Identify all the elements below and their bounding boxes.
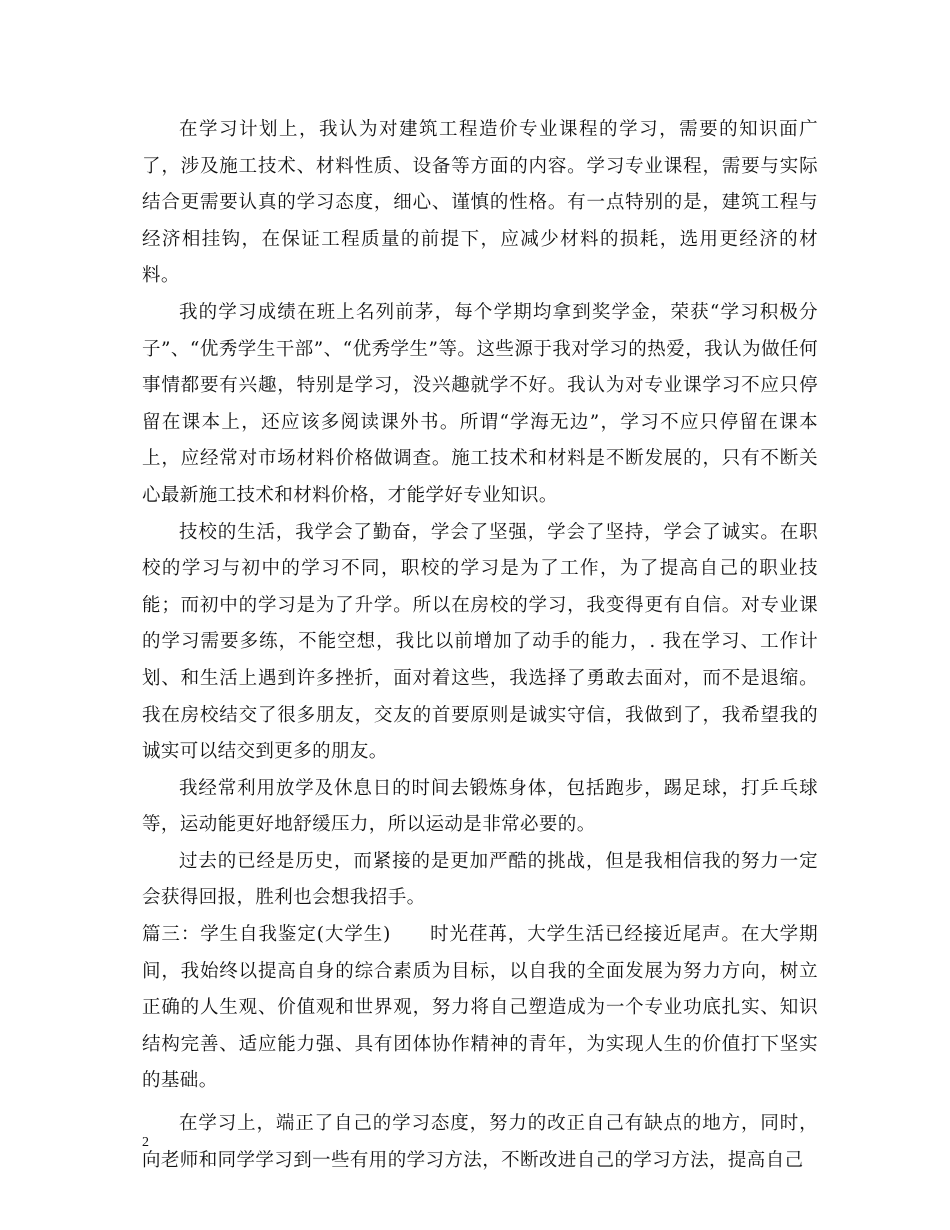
paragraph-school-life: 技校的生活，我学会了勤奋，学会了坚强，学会了坚持，学会了诚实。在职校的学习与初中的学习不同，职校的学习是为了工作，为了提高自己的职业技能；而初中的学习是为了升学。所以在房校的学习，我变得更有自信。对专业课的学习需要多练，不能空想，我比以前增加了动手的能力，. 我在学习、工作计划、和生活上遇到许多挫折，面对着这些，我选择了勇敢去面对，而不是退缩。我在房校结交了很多朋友，交友的首要原则是诚实守信，我做到了，我希望我的诚实可以结交到更多的朋友。 [142, 521, 818, 763]
paragraph-future: 过去的已经是历史，而紧接的是更加严酷的挑战，但是我相信我的努力一定会获得回报，胜利也会想我招手。 [142, 850, 818, 909]
paragraph-grades: 我的学习成绩在班上名列前茅，每个学期均拿到奖学金，荣获“学习积极分子”、“优秀学生干部”、“优秀学生”等。这些源于我对学习的热爱，我认为做任何事情都要有兴趣，特别是学习，没兴趣就学不好。我认为对专业课学习不应只停留在课本上，还应该多阅读课外书。所谓“学海无边”，学习不应只停留在课本上，应经常对市场材料价格做调查。施工技术和材料是不断发展的，只有不断关心最新施工技术和材料价格，才能学好专业知识。 [142, 301, 818, 506]
page-number: 2 [142, 1135, 149, 1150]
paragraph-study-plan: 在学习计划上，我认为对建筑工程造价专业课程的学习，需要的知识面广了，涉及施工技术、材料性质、设备等方面的内容。学习专业课程，需要与实际结合更需要认真的学习态度，细心、谨慎的性格。有一点特别的是，建筑工程与经济相挂钩，在保证工程质量的前提下，应减少材料的损耗，选用更经济的材料。 [142, 119, 818, 287]
document-body [142, 112, 818, 1179]
paragraph-study-attitude: 在学习上，端正了自己的学习态度，努力的改正自己有缺点的地方，同时，向老师和同学学习到一些有用的学习方法，不断改进自己的学习方法，提高自己 [142, 1113, 818, 1171]
paragraph-section-three: 篇三：学生自我鉴定(大学生) 时光荏苒，大学生活已经接近尾声。在大学期间，我始终以提高自身的综合素质为目标，以自我的全面发展为努力方向，树立正确的人生观、价值观和世界观，努力将自己塑造成为一个专业功底扎实、知识结构完善、适应能力强、具有团体协作精神的青年，为实现人生的价值打下坚实的基础。 [142, 924, 818, 1092]
paragraph-exercise: 我经常利用放学及休息日的时间去锻炼身体，包括跑步，踢足球，打乒乓球等，运动能更好地舒缓压力，所以运动是非常必要的。 [142, 777, 818, 836]
